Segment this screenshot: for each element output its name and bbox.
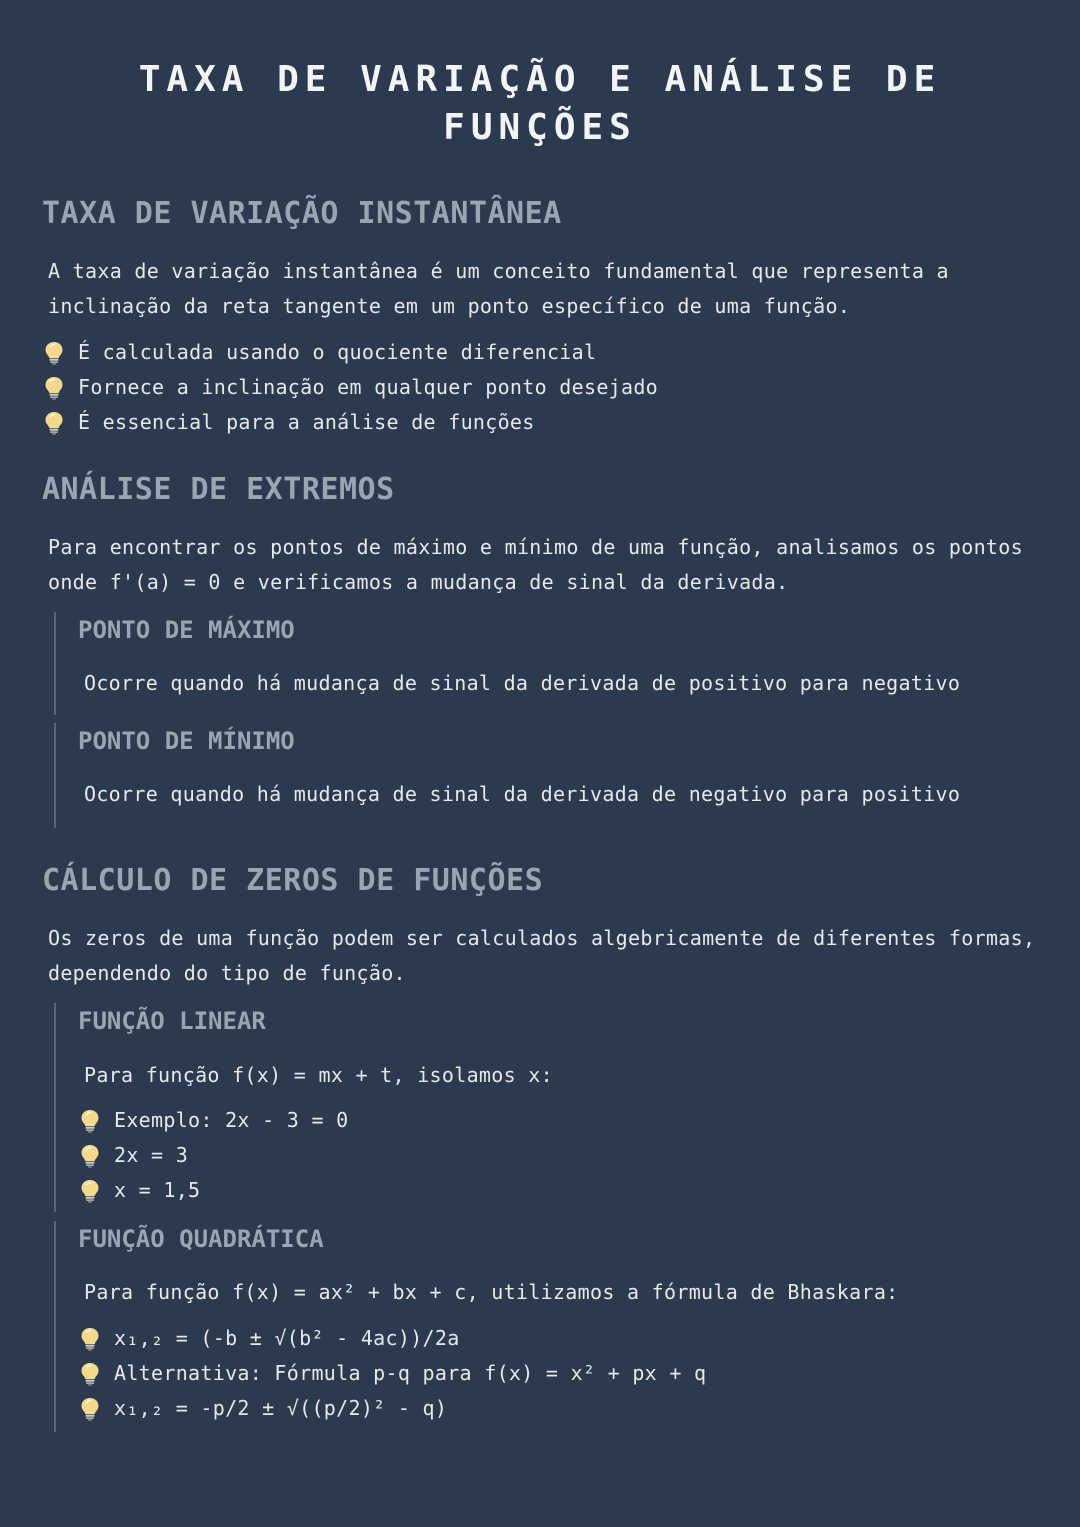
page-title: TAXA DE VARIAÇÃO E ANÁLISE DE FUNÇÕES — [138, 59, 942, 148]
list-item — [80, 1321, 706, 1356]
lightbulb-icon — [80, 1177, 114, 1205]
lightbulb-icon — [80, 1360, 114, 1388]
list-item-text: É calculada usando o quociente diferencial — [78, 340, 597, 364]
list-item-text: Alternativa: Fórmula p-q para f(x) = x² + px + q — [114, 1361, 707, 1385]
lightbulb-icon — [44, 339, 78, 367]
list-item — [80, 1356, 706, 1391]
list-item-text: x = 1,5 — [114, 1178, 201, 1202]
subheading-funcao-linear: FUNÇÃO LINEAR — [78, 1007, 266, 1035]
lightbulb-icon — [80, 1395, 114, 1423]
lightbulb-icon — [44, 374, 78, 402]
callout-funcao-linear — [54, 1003, 1046, 1212]
list-item-text: É essencial para a análise de funções — [78, 410, 535, 434]
section-heading-taxa-variacao: TAXA DE VARIAÇÃO INSTANTÂNEA — [42, 196, 562, 231]
subheading-funcao-quadratica: FUNÇÃO QUADRÁTICA — [78, 1225, 324, 1253]
subheading-ponto-maximo: PONTO DE MÁXIMO — [78, 616, 295, 644]
text-funcao-quadratica: Para função f(x) = ax² + bx + c, utilizamos a fórmula de Bhaskara: — [84, 1280, 899, 1304]
callout-ponto-minimo — [54, 723, 1046, 828]
list-item — [44, 335, 658, 370]
list-item-text: x₁,₂ = (-b ± √(b² - 4ac))/2a — [114, 1326, 460, 1350]
text-funcao-linear: Para função f(x) = mx + t, isolamos x: — [84, 1063, 553, 1087]
list-item-text: Fornece a inclinação em qualquer ponto desejado — [78, 375, 659, 399]
list-item — [80, 1391, 706, 1426]
callout-ponto-maximo — [54, 612, 1046, 715]
lightbulb-icon — [80, 1325, 114, 1353]
list-item — [80, 1173, 348, 1208]
list-item — [80, 1103, 348, 1138]
section-paragraph-taxa-variacao: A taxa de variação instantânea é um conceito fundamental que representa a inclinação da reta tangente em um ponto específico de uma função. — [48, 259, 949, 318]
text-ponto-maximo: Ocorre quando há mudança de sinal da derivada de positivo para negativo — [84, 671, 961, 695]
list-item-text: Exemplo: 2x - 3 = 0 — [114, 1108, 349, 1132]
lightbulb-icon — [80, 1107, 114, 1135]
bullet-list-funcao-quadratica — [80, 1321, 706, 1426]
bullet-list-funcao-linear — [80, 1103, 348, 1208]
bullet-list-taxa-variacao — [44, 335, 658, 440]
list-item-text: x₁,₂ = -p/2 ± √((p/2)² - q) — [114, 1396, 448, 1420]
lightbulb-icon — [44, 409, 78, 437]
list-item — [44, 370, 658, 405]
subheading-ponto-minimo: PONTO DE MÍNIMO — [78, 727, 295, 755]
list-item — [44, 405, 658, 440]
section-heading-zeros: CÁLCULO DE ZEROS DE FUNÇÕES — [42, 863, 544, 898]
section-paragraph-zeros: Os zeros de uma função podem ser calculados algebricamente de diferentes formas, dependendo do tipo de função. — [48, 926, 1036, 985]
list-item-text: 2x = 3 — [114, 1143, 189, 1167]
section-paragraph-extremos: Para encontrar os pontos de máximo e mínimo de uma função, analisamos os pontos onde f'(a) = 0 e verificamos a mudança de sinal da derivada. — [48, 535, 1023, 594]
list-item — [80, 1138, 348, 1173]
text-ponto-minimo: Ocorre quando há mudança de sinal da derivada de negativo para positivo — [84, 782, 961, 806]
section-heading-extremos: ANÁLISE DE EXTREMOS — [42, 472, 395, 507]
callout-funcao-quadratica — [54, 1221, 1046, 1432]
lightbulb-icon — [80, 1142, 114, 1170]
